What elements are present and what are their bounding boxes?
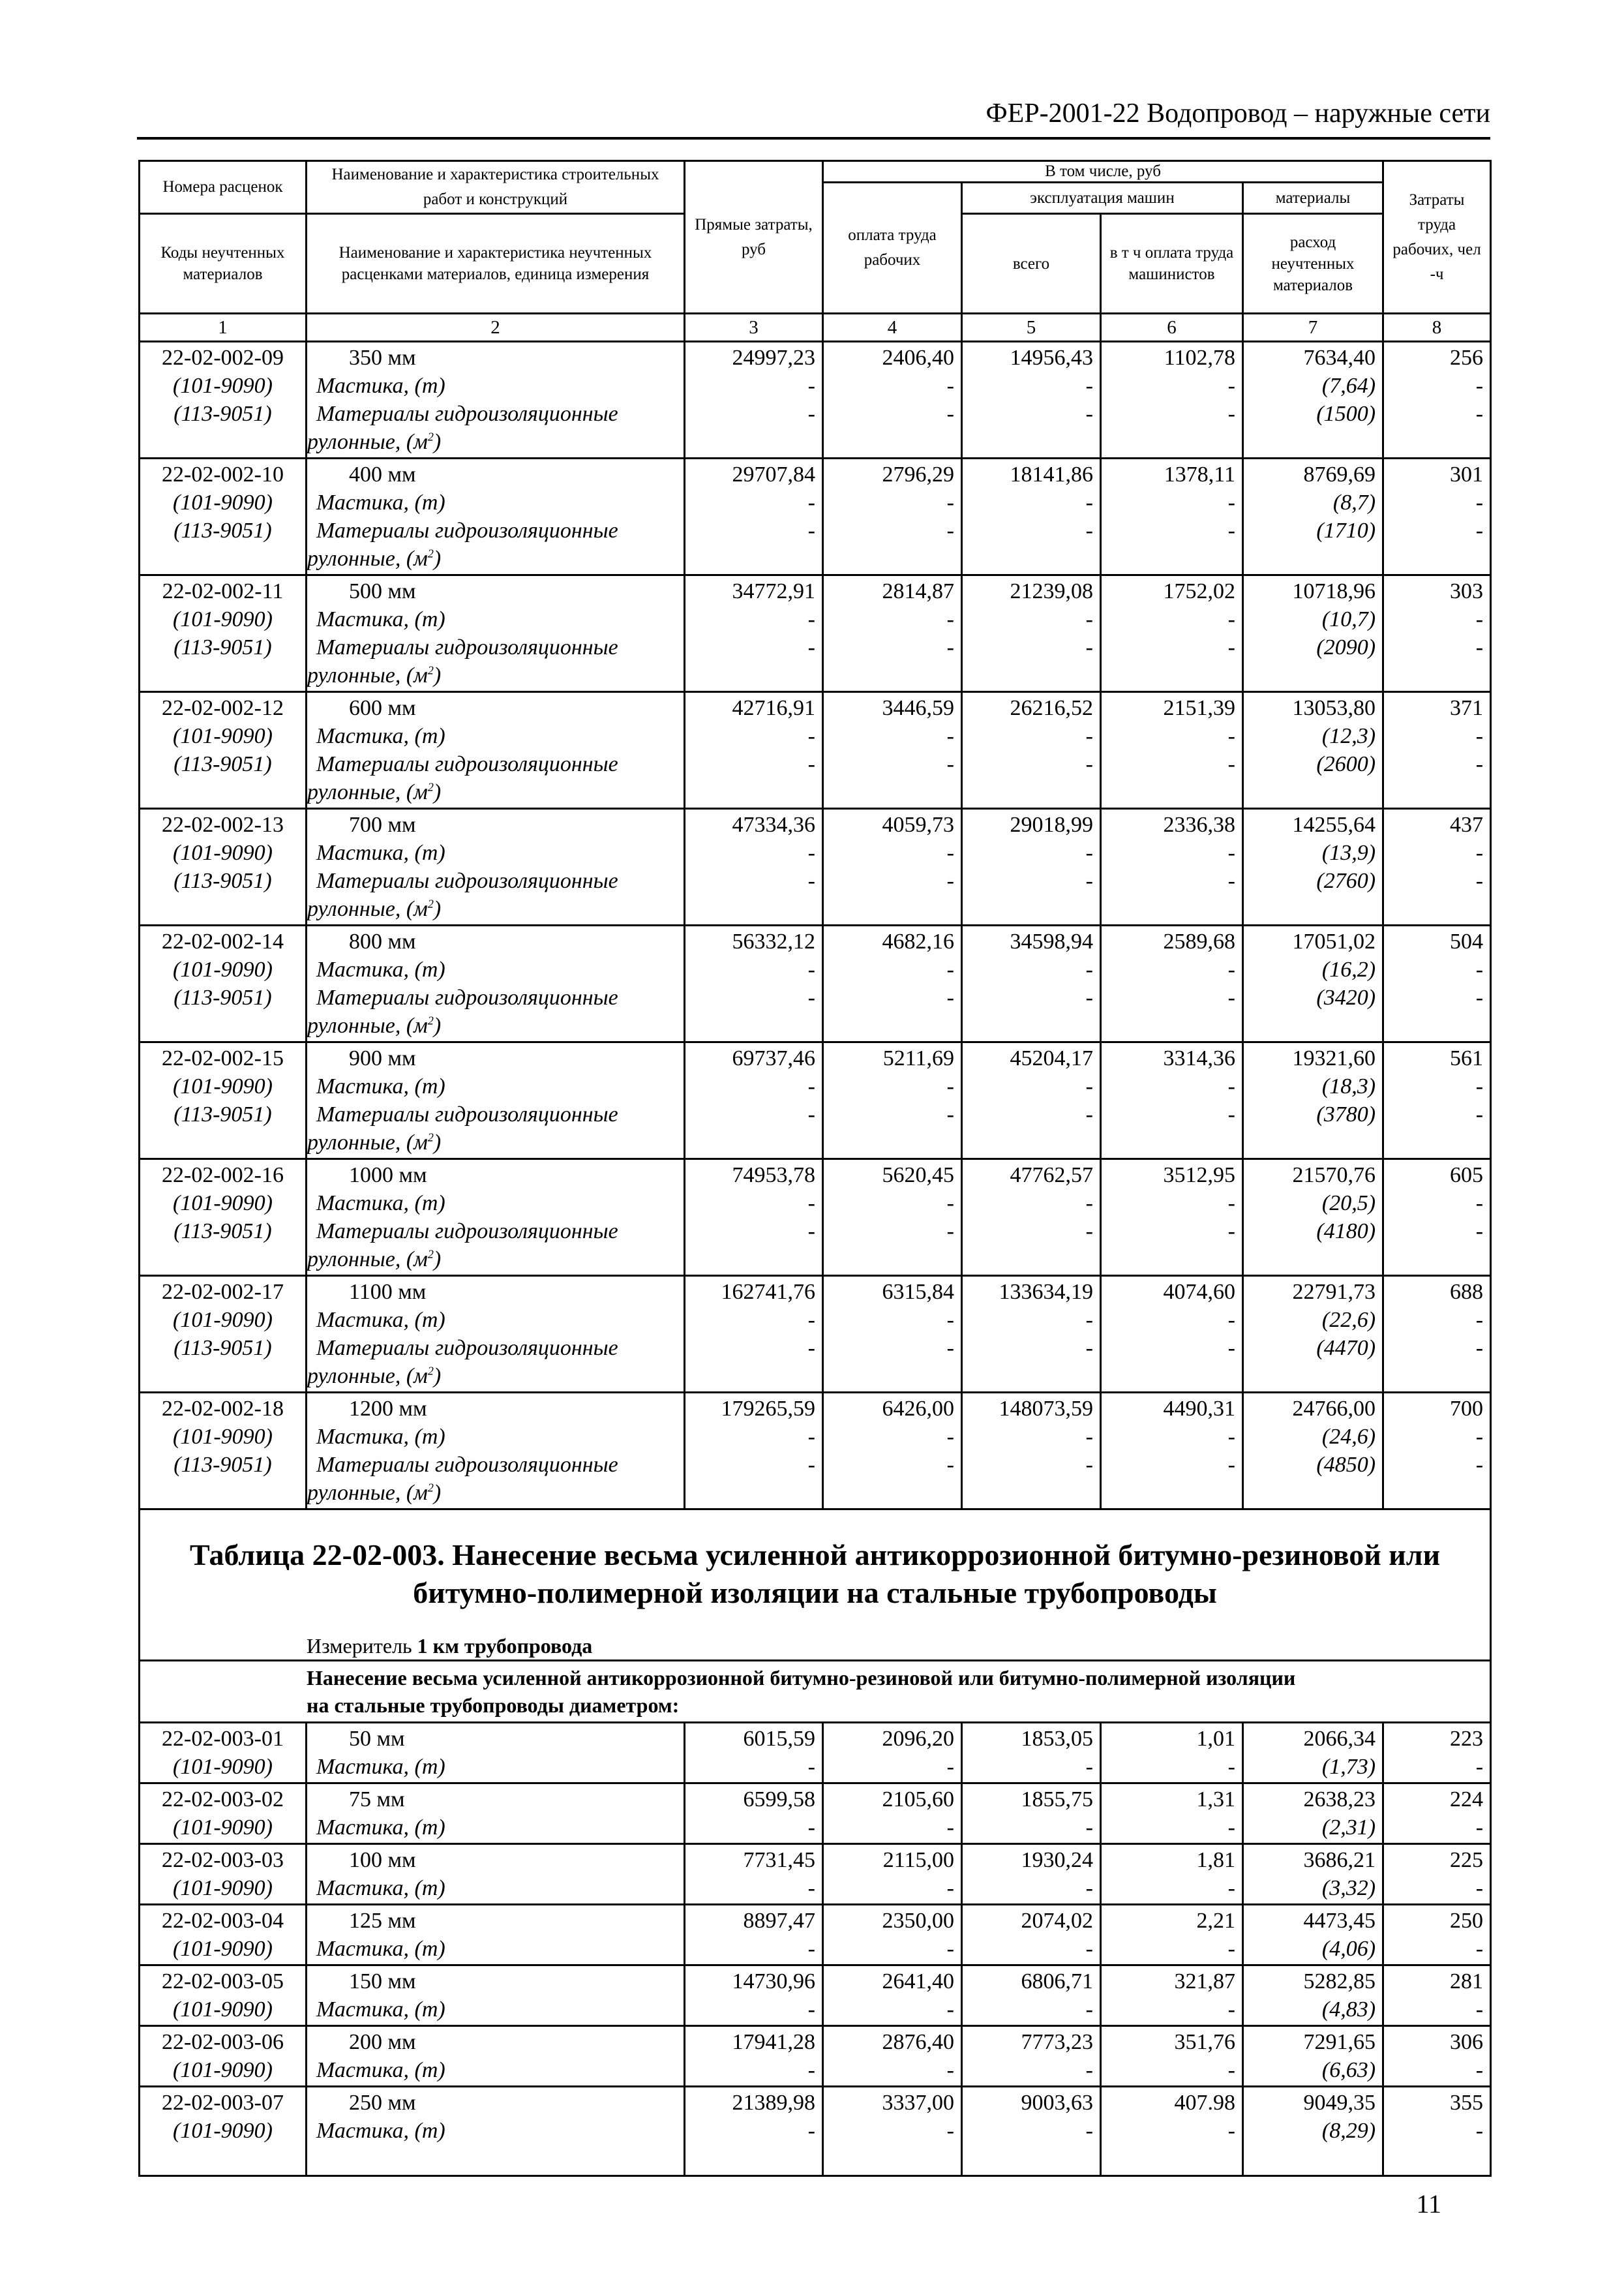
machines-cell: 9003,63 - — [962, 2087, 1101, 2176]
machines-cell: 34598,94 - - — [962, 926, 1101, 1042]
work-name-cell: 100 мм Мастика, (т) — [307, 1844, 685, 1905]
operators-cell: 2,21 - — [1101, 1905, 1243, 1965]
table-row — [140, 926, 1491, 1042]
col-number: 1 — [140, 314, 307, 342]
hours-cell: 225 - — [1383, 1844, 1491, 1905]
hours-cell: 250 - — [1383, 1905, 1491, 1965]
work-name-cell: 800 мм Мастика, (т) Материалы гидроизоляционные рулонные, $(м^2)$ — [307, 926, 685, 1042]
col-number: 4 — [823, 314, 962, 342]
hours-cell: 224 - — [1383, 1783, 1491, 1844]
rate-code-cell: 22-02-002-11 (101-9090) (113-9051) — [140, 575, 307, 692]
rate-code-cell: 22-02-003-03 (101-9090) — [140, 1844, 307, 1905]
table-row — [140, 1042, 1491, 1159]
rate-code-cell: 22-02-002-13 (101-9090) (113-9051) — [140, 809, 307, 926]
hours-cell: 306 - — [1383, 2026, 1491, 2087]
section-title: Таблица 22-02-003. Нанесение весьма усиленной антикоррозионной битумно-резиновой или битумно-полимерной изоляции на стальные трубопроводы — [140, 1509, 1491, 1627]
hours-cell: 281 - — [1383, 1965, 1491, 2026]
machines-cell: 26216,52 - - — [962, 692, 1101, 809]
hours-cell: 700 - - — [1383, 1393, 1491, 1509]
materials-cell: 17051,02 (16,2) (3420) — [1243, 926, 1383, 1042]
machines-cell: 45204,17 - - — [962, 1042, 1101, 1159]
machines-cell: 18141,86 - - — [962, 459, 1101, 575]
hours-cell: 256 - - — [1383, 342, 1491, 459]
labor-cell: 2641,40 - — [823, 1965, 962, 2026]
table-row — [140, 459, 1491, 575]
machines-cell: 6806,71 - — [962, 1965, 1101, 2026]
direct-cell: 34772,91 - - — [685, 575, 823, 692]
operators-cell: 2589,68 - - — [1101, 926, 1243, 1042]
machines-cell: 1853,05 - — [962, 1723, 1101, 1783]
direct-cell: 6599,58 - — [685, 1783, 823, 1844]
hours-cell: 437 - - — [1383, 809, 1491, 926]
hours-cell: 355 - — [1383, 2087, 1491, 2176]
table-row — [140, 342, 1491, 459]
rate-code-cell: 22-02-002-14 (101-9090) (113-9051) — [140, 926, 307, 1042]
operators-cell: 321,87 - — [1101, 1965, 1243, 2026]
table-row — [140, 809, 1491, 926]
labor-cell: 6315,84 - - — [823, 1276, 962, 1393]
direct-cell: 14730,96 - — [685, 1965, 823, 2026]
direct-cell: 24997,23 - - — [685, 342, 823, 459]
work-name-cell: 400 мм Мастика, (т) Материалы гидроизоляционные рулонные, $(м^2)$ — [307, 459, 685, 575]
direct-cell: 47334,36 - - — [685, 809, 823, 926]
rate-code-cell: 22-02-003-06 (101-9090) — [140, 2026, 307, 2087]
measure-unit — [140, 1626, 1491, 1661]
machines-cell: 2074,02 - — [962, 1905, 1101, 1965]
rate-code-cell: 22-02-002-09 (101-9090) (113-9051) — [140, 342, 307, 459]
hours-cell: 303 - - — [1383, 575, 1491, 692]
direct-cell: 7731,45 - — [685, 1844, 823, 1905]
table-22-02-002-body — [140, 342, 1491, 1509]
header-material-codes: Коды неучтенных материалов — [140, 214, 307, 314]
col-number: 5 — [962, 314, 1101, 342]
rate-code-cell: 22-02-002-18 (101-9090) (113-9051) — [140, 1393, 307, 1509]
hours-cell: 605 - - — [1383, 1159, 1491, 1276]
materials-cell: 5282,85 (4,83) — [1243, 1965, 1383, 2026]
materials-cell: 22791,73 (22,6) (4470) — [1243, 1276, 1383, 1393]
rate-code-cell: 22-02-002-10 (101-9090) (113-9051) — [140, 459, 307, 575]
labor-cell: 3446,59 - - — [823, 692, 962, 809]
materials-cell: 2066,34 (1,73) — [1243, 1723, 1383, 1783]
header-machines-group: эксплуатация машин — [962, 183, 1243, 214]
table-row — [140, 1905, 1491, 1965]
labor-cell: 2105,60 - — [823, 1783, 962, 1844]
materials-cell: 14255,64 (13,9) (2760) — [1243, 809, 1383, 926]
work-name-cell: 600 мм Мастика, (т) Материалы гидроизоляционные рулонные, $(м^2)$ — [307, 692, 685, 809]
machines-cell: 29018,99 - - — [962, 809, 1101, 926]
work-name-cell: 250 мм Мастика, (т) — [307, 2087, 685, 2176]
materials-cell: 13053,80 (12,3) (2600) — [1243, 692, 1383, 809]
labor-cell: 3337,00 - — [823, 2087, 962, 2176]
machines-cell: 7773,23 - — [962, 2026, 1101, 2087]
hours-cell: 371 - - — [1383, 692, 1491, 809]
machines-cell: 133634,19 - - — [962, 1276, 1101, 1393]
hours-cell: 301 - - — [1383, 459, 1491, 575]
materials-cell: 7634,40 (7,64) (1500) — [1243, 342, 1383, 459]
page-header — [137, 98, 1490, 140]
table-row — [140, 692, 1491, 809]
table-row — [140, 575, 1491, 692]
machines-cell: 1855,75 - — [962, 1783, 1101, 1844]
labor-cell: 2350,00 - — [823, 1905, 962, 1965]
materials-cell: 4473,45 (4,06) — [1243, 1905, 1383, 1965]
machines-cell: 21239,08 - - — [962, 575, 1101, 692]
header-direct-costs: Прямые затраты, руб — [685, 161, 823, 314]
machines-cell: 1930,24 - — [962, 1844, 1101, 1905]
direct-cell: 179265,59 - - — [685, 1393, 823, 1509]
materials-cell: 19321,60 (18,3) (3780) — [1243, 1042, 1383, 1159]
page-number: 11 — [1416, 2189, 1441, 2219]
direct-cell: 56332,12 - - — [685, 926, 823, 1042]
operators-cell: 3314,36 - - — [1101, 1042, 1243, 1159]
measure-value: 1 км трубопровода — [417, 1634, 593, 1658]
hours-cell: 223 - — [1383, 1723, 1491, 1783]
work-name-cell: 50 мм Мастика, (т) — [307, 1723, 685, 1783]
operators-cell: 1,01 - — [1101, 1723, 1243, 1783]
direct-cell: 69737,46 - - — [685, 1042, 823, 1159]
rate-code-cell: 22-02-003-04 (101-9090) — [140, 1905, 307, 1965]
table-row — [140, 1783, 1491, 1844]
header-material-name: Наименование и характеристика неучтенных расценками материалов, единица измерения — [307, 214, 685, 314]
labor-cell: 4682,16 - - — [823, 926, 962, 1042]
operators-cell: 1,81 - — [1101, 1844, 1243, 1905]
direct-cell: 17941,28 - — [685, 2026, 823, 2087]
direct-cell: 29707,84 - - — [685, 459, 823, 575]
rate-code-cell: 22-02-002-15 (101-9090) (113-9051) — [140, 1042, 307, 1159]
operators-cell: 1102,78 - - — [1101, 342, 1243, 459]
operators-cell: 4074,60 - - — [1101, 1276, 1243, 1393]
labor-cell: 2876,40 - — [823, 2026, 962, 2087]
table-row — [140, 1723, 1491, 1783]
rate-code-cell: 22-02-003-07 (101-9090) — [140, 2087, 307, 2176]
col-number: 6 — [1101, 314, 1243, 342]
work-name-cell: 150 мм Мастика, (т) — [307, 1965, 685, 2026]
operators-cell: 2151,39 - - — [1101, 692, 1243, 809]
col-number: 2 — [307, 314, 685, 342]
work-name-cell: 700 мм Мастика, (т) Материалы гидроизоляционные рулонные, $(м^2)$ — [307, 809, 685, 926]
measure-label: Измеритель — [307, 1634, 412, 1658]
header-operators-pay: в т ч оплата труда машинистов — [1101, 214, 1243, 314]
machines-cell: 14956,43 - - — [962, 342, 1101, 459]
materials-cell: 7291,65 (6,63) — [1243, 2026, 1383, 2087]
table-row — [140, 1844, 1491, 1905]
header-machines-total: всего — [962, 214, 1101, 314]
direct-cell: 6015,59 - — [685, 1723, 823, 1783]
col-number: 8 — [1383, 314, 1491, 342]
machines-cell: 148073,59 - - — [962, 1393, 1101, 1509]
direct-cell: 21389,98 - — [685, 2087, 823, 2176]
table-22-02-003-body — [140, 1723, 1491, 2176]
work-name-cell: 1000 мм Мастика, (т) Материалы гидроизоляционные рулонные, $(м^2)$ — [307, 1159, 685, 1276]
operators-cell: 351,76 - — [1101, 2026, 1243, 2087]
work-name-cell: 1200 мм Мастика, (т) Материалы гидроизоляционные рулонные, $(м^2)$ — [307, 1393, 685, 1509]
work-name-cell: 75 мм Мастика, (т) — [307, 1783, 685, 1844]
table-row — [140, 1965, 1491, 2026]
hours-cell: 504 - - — [1383, 926, 1491, 1042]
table-row — [140, 2026, 1491, 2087]
operators-cell: 2336,38 - - — [1101, 809, 1243, 926]
rate-code-cell: 22-02-002-17 (101-9090) (113-9051) — [140, 1276, 307, 1393]
section-22-02-003-heading — [140, 1509, 1491, 1723]
work-name-cell: 125 мм Мастика, (т) — [307, 1905, 685, 1965]
labor-cell: 2115,00 - — [823, 1844, 962, 1905]
col-number: 7 — [1243, 314, 1383, 342]
hours-cell: 688 - - — [1383, 1276, 1491, 1393]
rates-table — [138, 160, 1492, 2177]
direct-cell: 162741,76 - - — [685, 1276, 823, 1393]
rate-code-cell: 22-02-003-01 (101-9090) — [140, 1723, 307, 1783]
document-title: ФЕР-2001-22 Водопровод – наружные сети — [985, 99, 1490, 129]
direct-cell: 74953,78 - - — [685, 1159, 823, 1276]
work-name-cell: 350 мм Мастика, (т) Материалы гидроизоляционные рулонные, $(м^2)$ — [307, 342, 685, 459]
labor-cell: 2406,40 - - — [823, 342, 962, 459]
labor-cell: 5620,45 - - — [823, 1159, 962, 1276]
labor-cell: 4059,73 - - — [823, 809, 962, 926]
hours-cell: 561 - - — [1383, 1042, 1491, 1159]
header-labor-pay: оплата труда рабочих — [823, 183, 962, 314]
header-including-group: В том числе, руб — [823, 161, 1383, 183]
labor-cell: 6426,00 - - — [823, 1393, 962, 1509]
labor-cell: 2796,29 - - — [823, 459, 962, 575]
operators-cell: 1378,11 - - — [1101, 459, 1243, 575]
operators-cell: 407.98 - — [1101, 2087, 1243, 2176]
rate-code-cell: 22-02-002-16 (101-9090) (113-9051) — [140, 1159, 307, 1276]
direct-cell: 8897,47 - — [685, 1905, 823, 1965]
machines-cell: 47762,57 - - — [962, 1159, 1101, 1276]
header-labor-hours: Затраты труда рабочих, чел -ч — [1383, 161, 1491, 314]
header-work-name: Наименование и характеристика строительных работ и конструкций — [307, 161, 685, 214]
rate-code-cell: 22-02-003-05 (101-9090) — [140, 1965, 307, 2026]
table-header — [140, 161, 1491, 342]
materials-cell: 8769,69 (8,7) (1710) — [1243, 459, 1383, 575]
operators-cell: 1752,02 - - — [1101, 575, 1243, 692]
operators-cell: 1,31 - — [1101, 1783, 1243, 1844]
operators-cell: 3512,95 - - — [1101, 1159, 1243, 1276]
work-name-cell: 200 мм Мастика, (т) — [307, 2026, 685, 2087]
direct-cell: 42716,91 - - — [685, 692, 823, 809]
table-row — [140, 1393, 1491, 1509]
work-name-cell: 900 мм Мастика, (т) Материалы гидроизоляционные рулонные, $(м^2)$ — [307, 1042, 685, 1159]
materials-cell: 2638,23 (2,31) — [1243, 1783, 1383, 1844]
header-materials-consumption: расход неучтенных материалов — [1243, 214, 1383, 314]
materials-cell: 24766,00 (24,6) (4850) — [1243, 1393, 1383, 1509]
materials-cell: 10718,96 (10,7) (2090) — [1243, 575, 1383, 692]
labor-cell: 2814,87 - - — [823, 575, 962, 692]
materials-cell: 9049,35 (8,29) — [1243, 2087, 1383, 2176]
work-name-cell: 1100 мм Мастика, (т) Материалы гидроизоляционные рулонные, $(м^2)$ — [307, 1276, 685, 1393]
labor-cell: 2096,20 - — [823, 1723, 962, 1783]
materials-cell: 3686,21 (3,32) — [1243, 1844, 1383, 1905]
header-rate-numbers: Номера расценок — [140, 161, 307, 214]
rate-code-cell: 22-02-002-12 (101-9090) (113-9051) — [140, 692, 307, 809]
operators-cell: 4490,31 - - — [1101, 1393, 1243, 1509]
table-row — [140, 1276, 1491, 1393]
table-row — [140, 2087, 1491, 2176]
column-numbers-row — [140, 314, 1491, 342]
labor-cell: 5211,69 - - — [823, 1042, 962, 1159]
work-name-cell: 500 мм Мастика, (т) Материалы гидроизоляционные рулонные, $(м^2)$ — [307, 575, 685, 692]
rate-code-cell: 22-02-003-02 (101-9090) — [140, 1783, 307, 1844]
col-number: 3 — [685, 314, 823, 342]
section-caption: Нанесение весьма усиленной антикоррозионной битумно-резиновой или битумно-полимерной изоляции на стальные трубопроводы диаметром: — [140, 1661, 1491, 1723]
header-materials-group: материалы — [1243, 183, 1383, 214]
table-row — [140, 1159, 1491, 1276]
materials-cell: 21570,76 (20,5) (4180) — [1243, 1159, 1383, 1276]
